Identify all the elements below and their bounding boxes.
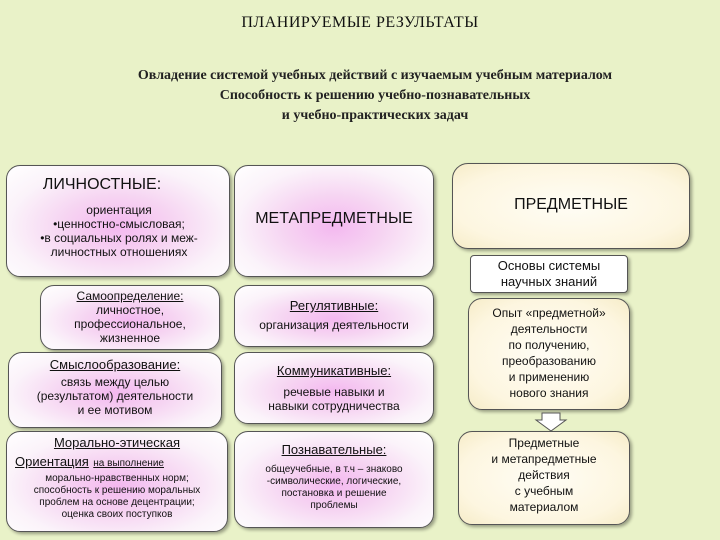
moral-ethical-box <box>6 431 228 532</box>
meaning-formation-box <box>8 352 222 428</box>
subtitle-line-1: Овладение системой учебных действий с изучаемым учебным материалом <box>137 68 613 83</box>
moral-ethical-title: Морально-этическая <box>53 435 181 450</box>
moral-line-1: морально-нравственных норм; <box>45 473 189 484</box>
cognitive-title: Познавательные: <box>281 442 387 457</box>
moral-orientation-rest: на выполнение <box>93 458 164 469</box>
cognitive-line-2: -символические, логические, <box>266 476 402 487</box>
meta-heading: МЕТАПРЕДМЕТНЫЕ <box>255 210 413 227</box>
actions-line-3: действия <box>518 468 570 482</box>
actions-line-5: материалом <box>509 500 579 514</box>
actions-line-2: и метапредметные <box>491 452 597 466</box>
regulatory-text: организация деятельности <box>259 318 409 332</box>
science-basis-line-2: научных знаний <box>500 274 598 289</box>
communicative-title: Коммуникативные: <box>276 363 392 378</box>
page-title: ПЛАНИРУЕМЫЕ РЕЗУЛЬТАТЫ <box>241 14 479 31</box>
experience-line-2: деятельности <box>510 322 588 336</box>
subject-heading: ПРЕДМЕТНЫЕ <box>514 196 628 213</box>
personal-heading: ЛИЧНОСТНЫЕ: <box>42 176 162 193</box>
communicative-box <box>234 352 434 424</box>
meaning-formation-line-2: (результатом) деятельности <box>36 389 194 403</box>
experience-line-3: по получению, <box>508 338 590 352</box>
experience-line-5: и применению <box>508 370 590 384</box>
moral-orientation-word: Ориентация <box>15 454 89 469</box>
self-determination-line-3: жизненное <box>99 331 161 345</box>
regulatory-box <box>234 285 434 347</box>
moral-line-4: оценка своих поступков <box>61 509 173 520</box>
cognitive-line-3: постановка и решение <box>281 488 387 499</box>
meaning-formation-title: Смыслообразование: <box>49 357 181 372</box>
experience-line-6: нового знания <box>509 386 589 400</box>
moral-orientation-line <box>7 453 227 471</box>
science-basis-box <box>470 255 628 293</box>
meta-results-box <box>234 165 434 277</box>
subject-actions-box <box>458 431 630 525</box>
personal-item-1: •ценностно-смысловая; <box>53 217 185 231</box>
actions-line-1: Предметные <box>508 436 580 450</box>
subject-results-box <box>452 163 690 249</box>
personal-item-2: •в социальных ролях и меж- <box>40 231 198 245</box>
self-determination-line-2: профессиональное, <box>74 317 186 331</box>
personal-item-2b: личностных отношениях <box>50 245 188 259</box>
meaning-formation-line-3: и ее мотивом <box>77 403 153 417</box>
personal-results-box <box>6 165 230 277</box>
moral-line-2: способность к решению моральных <box>33 485 201 496</box>
cognitive-box <box>234 431 434 528</box>
subtitle-line-3: и учебно-практических задач <box>281 108 469 123</box>
subtitle-line-2: Способность к решению учебно-познавательных <box>219 88 531 103</box>
self-determination-line-1: личностное, <box>95 303 165 317</box>
down-arrow-icon <box>534 412 568 432</box>
communicative-line-2: навыки сотрудничества <box>268 399 400 413</box>
moral-line-3: проблем на основе децентрации; <box>39 497 195 508</box>
regulatory-title: Регулятивные: <box>289 298 379 313</box>
experience-line-1: Опыт «предметной» <box>492 306 606 320</box>
cognitive-line-1: общеучебные, в т.ч – знаково <box>265 464 403 475</box>
meaning-formation-line-1: связь между целью <box>60 375 170 389</box>
subject-experience-box <box>468 298 630 410</box>
experience-line-4: преобразованию <box>502 354 596 368</box>
cognitive-line-4: проблемы <box>310 500 358 511</box>
science-basis-line-1: Основы системы <box>497 258 601 273</box>
personal-orientation: ориентация <box>86 203 152 217</box>
self-determination-box <box>40 285 220 350</box>
self-determination-title: Самоопределение: <box>76 289 184 303</box>
communicative-line-1: речевые навыки и <box>283 385 385 399</box>
actions-line-4: с учебным <box>514 484 574 498</box>
